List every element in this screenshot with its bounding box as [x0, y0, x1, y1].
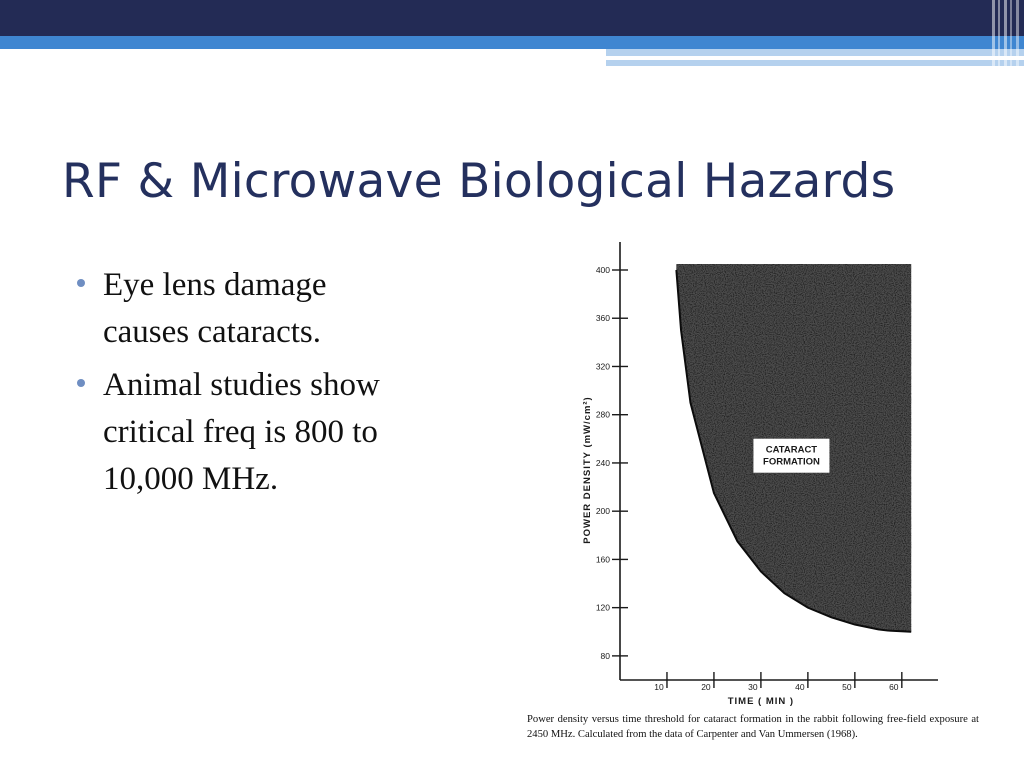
bullet-item [76, 362, 416, 503]
bullet-dot-icon [77, 379, 85, 387]
header-band-dark [0, 0, 1024, 36]
x-tick-label: 10 [654, 682, 664, 692]
header-band-light-2 [606, 60, 1024, 66]
header-stripe-2 [998, 0, 1000, 70]
x-axis-label: TIME ( MIN ) [727, 696, 795, 707]
x-tick-label: 30 [748, 682, 758, 692]
region-label: FORMATION [763, 456, 820, 468]
header-stripe-3 [1004, 0, 1007, 70]
header-band-line [606, 56, 950, 58]
figure-caption: Power density versus time threshold for cataract formation in the rabbit following free-field exposure at 2450 MHz. Calculated from the data of Carpenter and Van Ummersen (1968). [527, 714, 979, 740]
x-tick-label: 40 [795, 682, 805, 692]
bullet-text: Eye lens damage causes cataracts. [103, 267, 327, 350]
bullet-text: Animal studies show critical freq is 800 to 10,000 MHz. [103, 367, 380, 497]
header-stripe-5 [1016, 0, 1019, 70]
y-axis-label: POWER DENSITY (mW/cm²) [582, 396, 593, 544]
header-band-blue [0, 36, 1024, 49]
y-tick-label: 160 [595, 554, 610, 565]
y-tick-label: 200 [595, 506, 610, 517]
slide-title: RF & Microwave Biological Hazards [62, 154, 896, 209]
header-band [0, 0, 1024, 70]
y-tick-label: 80 [600, 650, 610, 661]
region-label: CATARACT [765, 444, 818, 456]
bullet-list [76, 262, 416, 509]
x-tick-label: 60 [889, 682, 899, 692]
y-tick-label: 240 [595, 457, 610, 468]
y-tick-label: 360 [595, 313, 610, 324]
header-stripe-4 [1010, 0, 1012, 70]
cataract-threshold-chart [520, 230, 990, 760]
y-tick-label: 120 [595, 602, 610, 613]
y-tick-label: 320 [595, 361, 610, 372]
x-tick-label: 50 [842, 682, 852, 692]
y-tick-label: 280 [595, 409, 610, 420]
y-tick-label: 400 [595, 265, 610, 275]
bullet-item [76, 262, 416, 356]
header-band-light-1 [606, 49, 1024, 56]
bullet-dot-icon [77, 279, 85, 287]
x-tick-label: 20 [701, 682, 711, 692]
header-stripe-1 [992, 0, 995, 70]
